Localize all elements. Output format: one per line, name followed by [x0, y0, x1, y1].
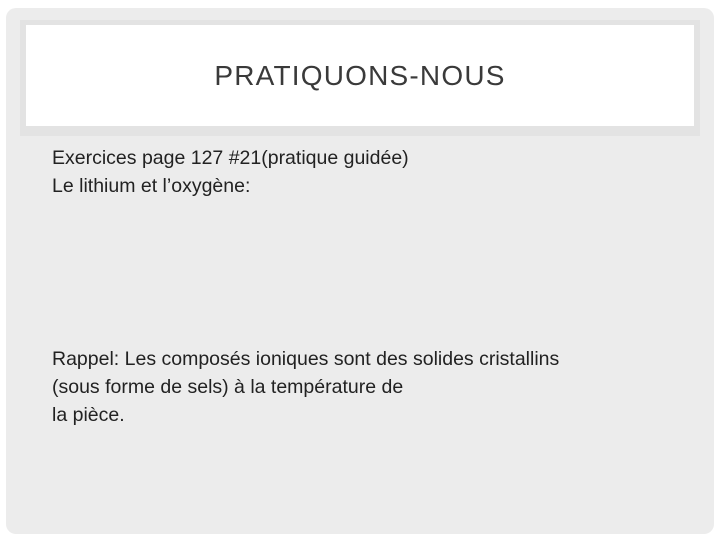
reminder-line-1: Rappel: Les composés ioniques sont des solides cristallins — [52, 348, 560, 370]
title-band — [20, 20, 700, 136]
exercise-line: Exercices page 127 #21(pratique guidée) — [52, 147, 409, 169]
reminder-line-2: (sous forme de sels) à la température de — [52, 376, 404, 398]
slide-title: PRATIQUONS-NOUS — [214, 59, 506, 91]
reminder-line-3: la pièce. — [52, 404, 125, 426]
slide — [6, 8, 714, 534]
subject-line: Le lithium et l’oxygène: — [52, 175, 251, 197]
reminder-block — [52, 345, 692, 429]
exercise-block — [52, 144, 692, 200]
title-box — [26, 25, 694, 126]
